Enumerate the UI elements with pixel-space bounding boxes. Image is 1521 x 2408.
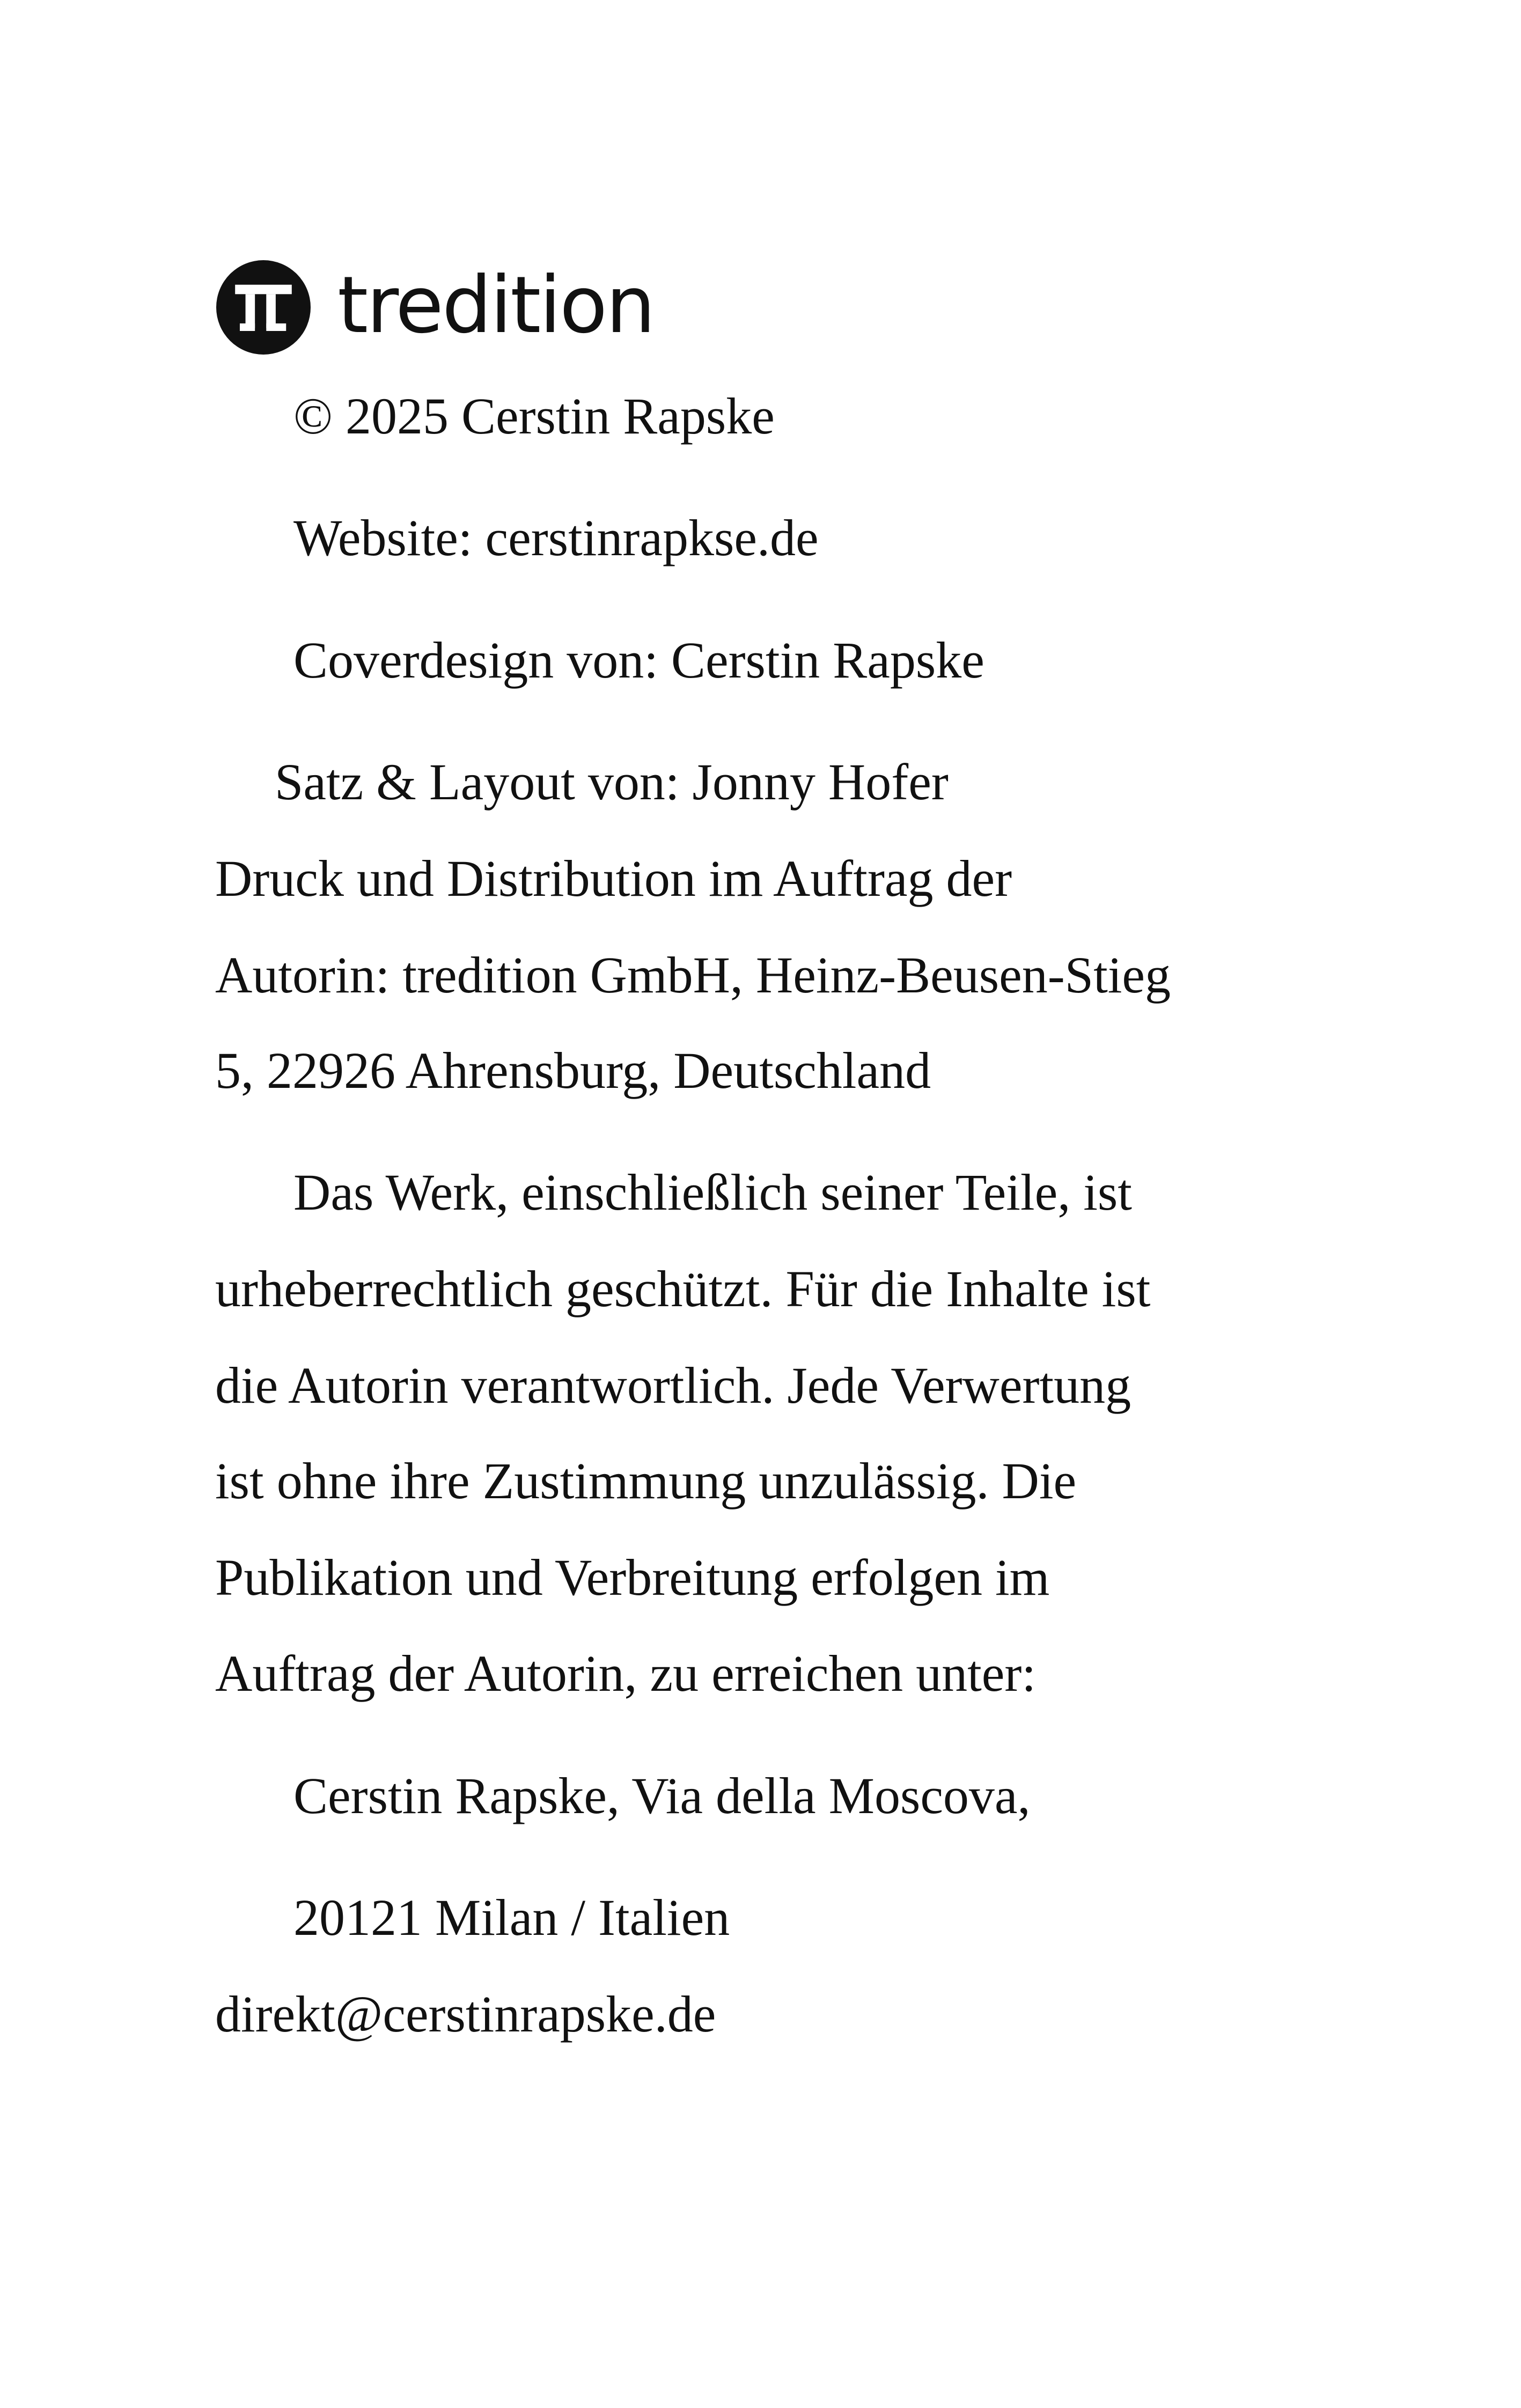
contact-address-line: 20121 Milan / Italien: [293, 1889, 730, 1946]
contact-email: direkt@cerstinrapske.de: [215, 1985, 716, 2043]
typesetting-line: Satz & Layout von: Jonny Hofer: [275, 753, 949, 811]
copyright-line: © 2025 Cerstin Rapske: [293, 387, 775, 445]
copyright-notice-line: ist ohne ihre Zustimmung unzulässig. Die: [215, 1452, 1077, 1509]
copyright-notice-line: Das Werk, einschließlich seiner Teile, ist: [293, 1164, 1132, 1221]
distribution-line: Druck und Distribution im Auftrag der: [215, 850, 1012, 907]
website-line: Website: cerstinrapkse.de: [293, 509, 819, 566]
copyright-notice-line: Auftrag der Autorin, zu erreichen unter:: [215, 1645, 1037, 1702]
publisher-logo: [216, 259, 654, 356]
copyright-notice-line: Publikation und Verbreitung erfolgen im: [215, 1549, 1050, 1606]
contact-address-line: Cerstin Rapske, Via della Moscova,: [293, 1767, 1031, 1824]
tredition-logo-icon: [216, 260, 311, 355]
distribution-line: 5, 22926 Ahrensburg, Deutschland: [215, 1042, 931, 1099]
distribution-line: Autorin: tredition GmbH, Heinz-Beusen-Stieg: [215, 946, 1171, 1004]
copyright-notice-line: urheberrechtlich geschützt. Für die Inhalte ist: [215, 1260, 1151, 1317]
publisher-name: tredition: [337, 260, 654, 351]
copyright-notice-line: die Autorin verantwortlich. Jede Verwertung: [215, 1357, 1131, 1414]
cover-design-line: Coverdesign von: Cerstin Rapske: [293, 631, 984, 689]
